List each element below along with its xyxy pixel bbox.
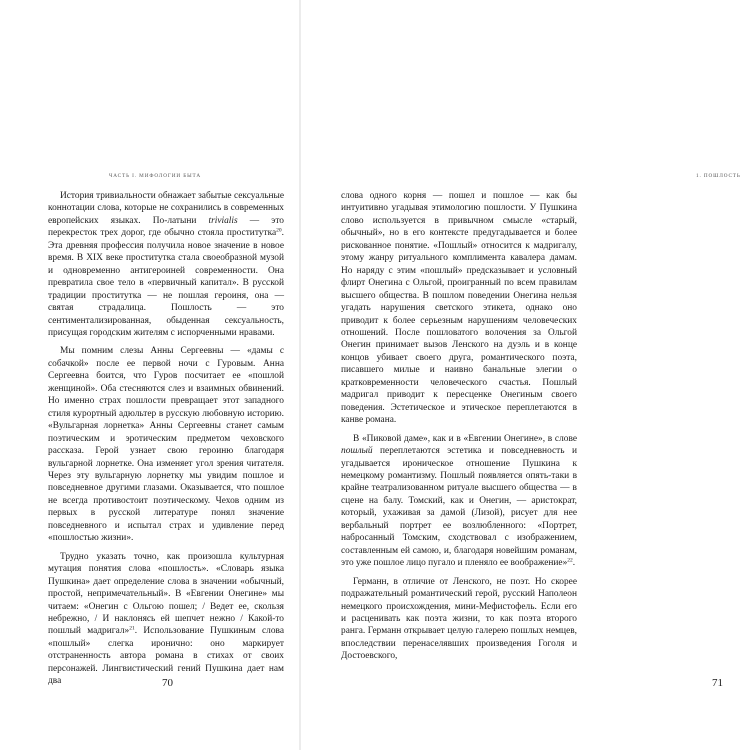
paragraph: Мы помним слезы Анны Сергеевны — «дамы с собачкой» после ее первой ночи с Гуровым. Анна Сергеевна боится, что Гуров посчитает ее «пошлой женщиной». Оба стесняются слез и взаимных обвинений. Но именно страх пошлости превращает этот западного стиля курортный адюльтер в русскую любовную историю. «Вульгарная лорнетка» Анны Сергеевны станет самым поэтическим и эротическим предметом чеховского рассказа. Герой узнает свою героиню благодаря вульгарной лорнетке. Она изменяет угол зрения читателя. Через эту вульгарную лорнетку мы увидим пошлое и повседневное другими глазами. Оказывается, что пошлое не всегда противостоит поэтическому. Чехов одним из первых в русской литературе понял значение повседневного и испытал страх и удивление перед «пошлостью жизни».: [48, 346, 284, 544]
paragraph: слова одного корня — пошел и пошлое — как бы интуитивно угадывая этимологию пошлости. У Пушкина слово используется в привычном смысле «старый, обычный», но в его контексте предугадывается и более рискованное понятие. «Пошлый» относится к мадригалу, этому жанру ритуального комплимента кавалера дамам. Но наряду с этим «пошлый» предсказывает и условный флирт Онегина с Ольгой, проигранный по всем правилам высшего общества. В пошлом поведении Онегина нельзя угадать нарушения светского этикета, однако оно приводит к более серьезным нарушениям человеческих отношений. После пошловатого волочения за Ольгой Онегин принимает вызов Ленского на дуэль и в конце концов убивает своего друга, романтического поэта, писавшего милые и наивно банальные элегии о кратковременности человеческого счастья. Пошлый мадригал приводит к пересценке Онегиным своего поведения. Эстетическое и этическое переплетаются в канве романа.: [341, 191, 577, 426]
italic-term: пошлый: [341, 446, 373, 457]
paragraph: История тривиальности обнажает забытые сексуальные коннотации слова, которые не сохранились в современных европейских языках. По-латыни trivialis — это перекресток трех дорог, где обычно стояла проститутка$^{20}$. Эта древняя профессия получила новое значение в новое время. В XIX веке проститутка стала своеобразной музой и одновременно антигероиней современности. Она превратила свое тело в «первичный капитал». В русской традиции проститутка — не пошлая героиня, она — святая страдалица. Пошлость — это сентиментализированная, обыденная сексуальность, присущая городским жителям с испорченными нравами.: [48, 191, 284, 338]
footnote-ref: 21: [129, 625, 135, 632]
left-page: [0, 0, 300, 750]
right-page: [300, 0, 741, 750]
running-head: ЧАСТЬ I. МИФОЛОГИИ БЫТА: [109, 173, 202, 179]
italic-term: trivialis: [208, 215, 238, 226]
paragraph: Трудно указать точно, как произошла культурная мутация понятия слова «пошлость». «Словарь языка Пушкина» дает определение слова в значении «обычный, простой, непримечательный». В «Евгении Онегине» мы читаем: «Онегин с Ольгою пошел; / Ведет ее, скользя небрежно, / И наклонясь ей шепчет нежно / Какой-то пошлый мадригал»$^{21}$. Использование Пушкиным слова «пошлый» слегка иронично: оно маркирует отстраненность автора романа в стихах от своих персонажей. Лингвистический гений Пушкина дает нам два: [48, 551, 284, 687]
footnote-ref: 20: [276, 227, 282, 234]
paragraph: В «Пиковой даме», как и в «Евгении Онегине», в слове пошлый переплетаются эстетика и повседневность и угадывается ироническое отношение Пушкина к немецкому романтизму. Пошлый появляется опять-таки в крайне театрализованном ритуале высшего общества — в сцене на балу. Томский, как и Онегин, — аристократ, который, ухаживая за дамой (Лизой), рисует для нее вербальный портрет ее возлюбленного: «Портрет, набросанный Томским, сходствовал с изображением, составленным ей самою, и, благодаря новейшим романам, это уже пошлое лицо пугало и пленяло ее воображение»$^{22}$.: [341, 433, 577, 569]
right-page-text: [341, 190, 577, 663]
running-head: 1. ПОШЛОСТЬ: [696, 173, 741, 179]
page-number: 70: [162, 677, 173, 689]
left-page-text: [48, 190, 284, 688]
page-number: 71: [712, 677, 723, 689]
footnote-ref: 22: [567, 557, 573, 564]
paragraph: Германн, в отличие от Ленского, не поэт. Но скорее подражательный романтический герой, русский Наполеон немецкого происхождения, мини-Мефистофель. Если его и расценивать как поэта жизни, то как поэта второго ранга. Германн открывает целую галерею пошлых немцев, впоследствии перенаселявших произведения Гоголя и Достоевского,: [341, 576, 577, 662]
